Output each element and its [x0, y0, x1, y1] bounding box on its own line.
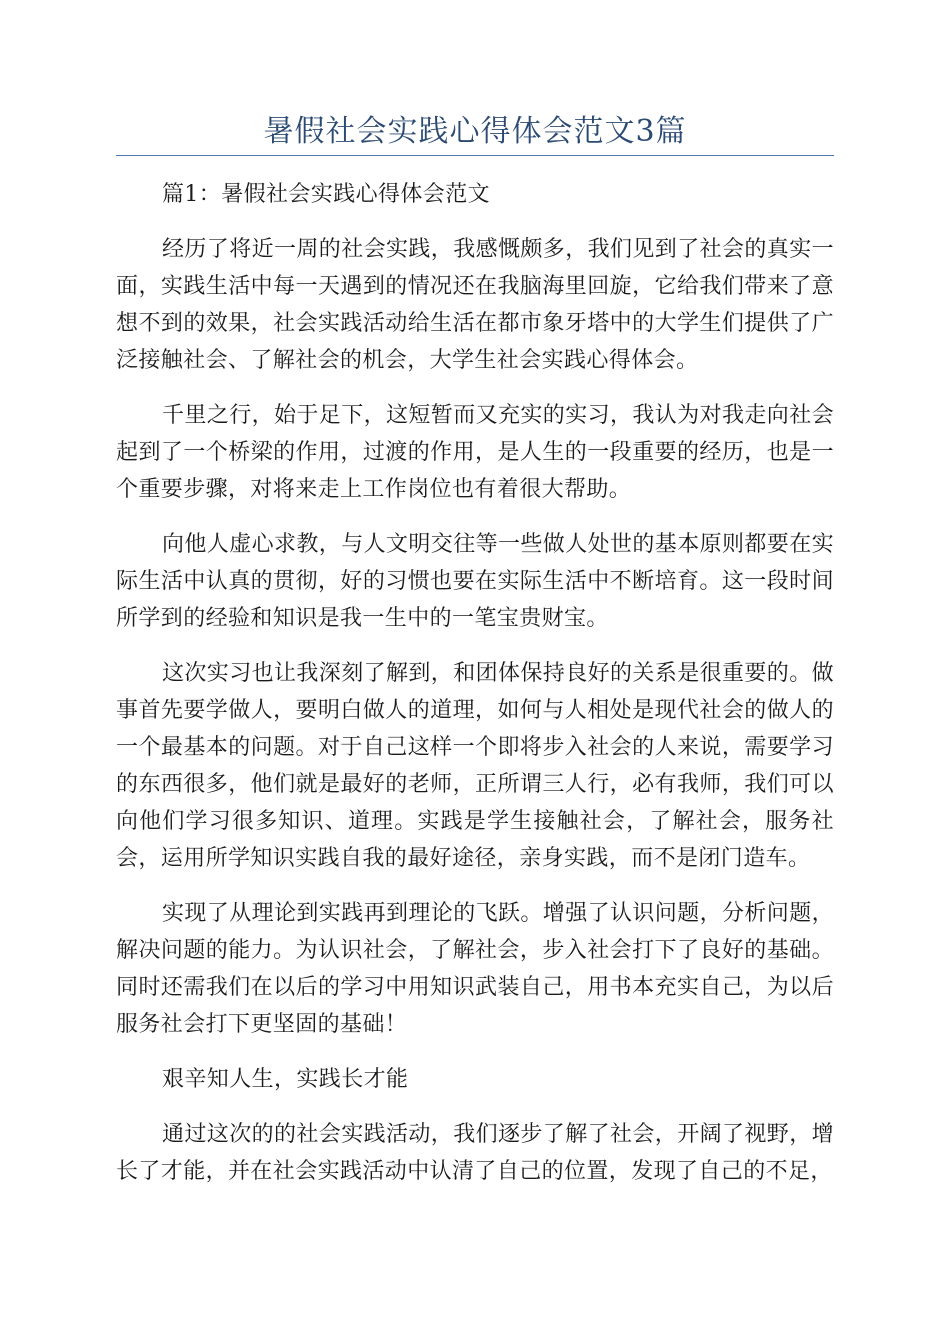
document-body — [116, 176, 834, 1208]
paragraph-1: 经历了将近一周的社会实践，我感慨颇多，我们见到了社会的真实一面，实践生活中每一天遇到的情况还在我脑海里回旋，它给我们带来了意想不到的效果，社会实践活动给生活在都市象牙塔中的大学生们提供了广泛接触社会、了解社会的机会，大学生社会实践心得体会。 — [116, 237, 835, 373]
paragraph-4: 这次实习也让我深刻了解到，和团体保持良好的关系是很重要的。做事首先要学做人，要明白做人的道理，如何与人相处是现代社会的做人的一个最基本的问题。对于自己这样一个即将步入社会的人来说，需要学习的东西很多，他们就是最好的老师，正所谓三人行，必有我师，我们可以向他们学习很多知识、道理。实践是学生接触社会，了解社会，服务社会，运用所学知识实践自我的最好途径，亲身实践，而不是闭门造车。 — [116, 661, 835, 871]
paragraph-6: 通过这次的的社会实践活动，我们逐步了解了社会，开阔了视野，增长了才能，并在社会实践活动中认清了自己的位置，发现了自己的不足， — [116, 1122, 835, 1184]
document-title: 暑假社会实践心得体会范文3篇 — [263, 114, 687, 149]
title-underline — [116, 155, 834, 156]
section-heading: 篇1：暑假社会实践心得体会范文 — [162, 182, 490, 207]
paragraph-2: 千里之行，始于足下，这短暂而又充实的实习，我认为对我走向社会起到了一个桥梁的作用，过渡的作用，是人生的一段重要的经历，也是一个重要步骤，对将来走上工作岗位也有着很大帮助。 — [116, 403, 835, 502]
paragraph-5: 实现了从理论到实践再到理论的飞跃。增强了认识问题，分析问题，解决问题的能力。为认识社会，了解社会，步入社会打下了良好的基础。同时还需我们在以后的学习中用知识武装自己，用书本充实自己，为以后服务社会打下更坚固的基础！ — [116, 901, 835, 1037]
subheading: 艰辛知人生，实践长才能 — [162, 1067, 409, 1092]
paragraph-3: 向他人虚心求教，与人文明交往等一些做人处世的基本原则都要在实际生活中认真的贯彻，好的习惯也要在实际生活中不断培育。这一段时间所学到的经验和知识是我一生中的一笔宝贵财宝。 — [116, 532, 835, 631]
